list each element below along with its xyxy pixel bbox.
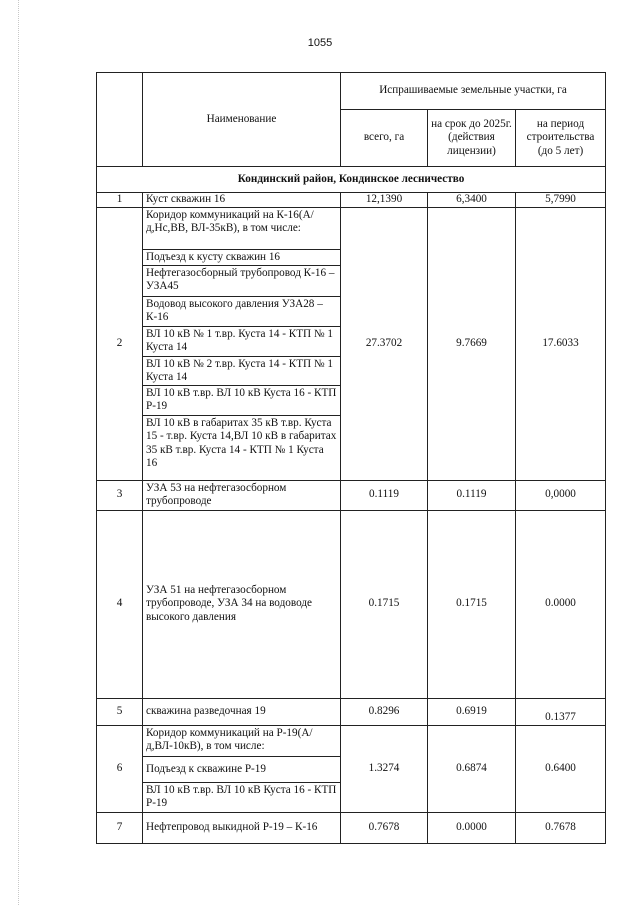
row-part: Нефтегазосборный трубопровод К-16 – УЗА45: [143, 266, 340, 297]
header-total: всего, га: [341, 110, 428, 167]
table-row: [97, 207, 606, 480]
row-part: Подъезд к скважине Р-19: [143, 757, 340, 783]
row-name: Куст скважин 16: [143, 193, 341, 208]
table-row: [97, 698, 606, 725]
row-construction: 0,0000: [516, 480, 606, 510]
row-name: УЗА 51 на нефтегазосборном трубопроводе, УЗА 34 на водоводе высокого давления: [143, 510, 341, 698]
page-number: 1055: [307, 37, 333, 49]
row-total: 1.3274: [341, 725, 428, 812]
row-part: Коридор коммуникаций на Р-19(А/д,ВЛ-10кВ), в том числе:: [143, 726, 340, 757]
row-name: Нефтепровод выкидной Р-19 – К-16: [143, 812, 341, 843]
row-number: 6: [97, 725, 143, 812]
row-total: 27.3702: [341, 207, 428, 480]
row-total: 12,1390: [341, 193, 428, 208]
row-total: 0.7678: [341, 812, 428, 843]
row-number: 7: [97, 812, 143, 843]
row-until-2025: 0.0000: [428, 812, 516, 843]
row-part: Подъезд к кусту скважин 16: [143, 250, 340, 266]
row-part: ВЛ 10 кВ в габаритах 35 кВ т.вр. Куста 15 - т.вр. Куста 14,ВЛ 10 кВ в габаритах 35 кВ т.вр. Куста 14 - КТП № 1 Куста 16: [146, 416, 337, 469]
header-construction: на период строительства (до 5 лет): [516, 110, 606, 167]
row-construction: 0.0000: [516, 510, 606, 698]
row-part: ВЛ 10 кВ т.вр. ВЛ 10 кВ Куста 16 - КТП Р-19: [143, 386, 340, 416]
row-number: 3: [97, 480, 143, 510]
row-until-2025: 6,3400: [428, 193, 516, 208]
page-edge-line: [18, 0, 19, 905]
row-construction: 0.7678: [516, 812, 606, 843]
region-row: [97, 167, 606, 193]
table-row: [97, 480, 606, 510]
header-group: Испрашиваемые земельные участки, га: [341, 73, 606, 110]
header-until-2025: на срок до 2025г.(действия лицензии): [428, 110, 516, 167]
row-until-2025: 0.6874: [428, 725, 516, 812]
row-number: 1: [97, 193, 143, 208]
table-row: [97, 510, 606, 698]
row-construction: 17.6033: [516, 207, 606, 480]
header-name: Наименование: [143, 73, 341, 167]
row-construction: 0.1377: [516, 698, 606, 725]
row-until-2025: 9.7669: [428, 207, 516, 480]
header-number-cell: [97, 73, 143, 167]
row-part: ВЛ 10 кВ № 2 т.вр. Куста 14 - КТП № 1 Куста 14: [143, 357, 340, 386]
row-part: ВЛ 10 кВ т.вр. ВЛ 10 кВ Куста 16 - КТП Р-19: [146, 783, 337, 809]
row-name-parts: [143, 725, 341, 812]
row-total: 0.8296: [341, 698, 428, 725]
table-row: [97, 193, 606, 208]
row-total: 0.1119: [341, 480, 428, 510]
row-construction: 5,7990: [516, 193, 606, 208]
row-number: 4: [97, 510, 143, 698]
row-name: скважина разведочная 19: [143, 698, 341, 725]
row-until-2025: 0.1715: [428, 510, 516, 698]
row-name: УЗА 53 на нефтегазосборном трубопроводе: [143, 480, 341, 510]
row-number: 2: [97, 207, 143, 480]
row-total: 0.1715: [341, 510, 428, 698]
row-construction: 0.6400: [516, 725, 606, 812]
row-part: Коридор коммуникаций на К-16(А/д,Нс,ВВ, ВЛ-35кВ), в том числе:: [143, 208, 340, 250]
table-header-row: [97, 73, 606, 110]
land-plots-table: [96, 72, 606, 844]
row-part: ВЛ 10 кВ № 1 т.вр. Куста 14 - КТП № 1 Куста 14: [143, 327, 340, 357]
row-name-parts: [143, 207, 341, 480]
table-row: [97, 812, 606, 843]
row-until-2025: 0.6919: [428, 698, 516, 725]
row-number: 5: [97, 698, 143, 725]
row-until-2025: 0.1119: [428, 480, 516, 510]
row-part: Водовод высокого давления УЗА28 – К-16: [143, 297, 340, 327]
region-title: Кондинский район, Кондинское лесничество: [97, 167, 606, 193]
table-row: [97, 725, 606, 812]
